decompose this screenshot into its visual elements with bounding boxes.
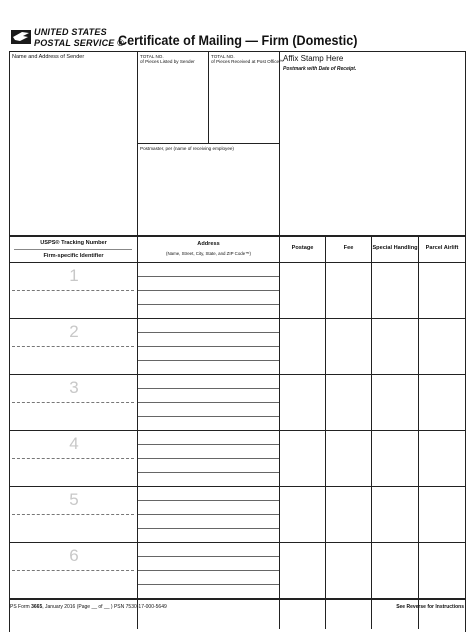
- form-prefix: PS Form: [10, 604, 32, 610]
- postmaster-label: Postmaster, per (name of receiving employee): [140, 146, 234, 151]
- stamp-subtitle: Postmark with Date of Receipt.: [283, 66, 357, 72]
- col-parcel-airlift: Parcel Airlift: [425, 245, 459, 251]
- brand-line2: POSTAL SERVICE ®: [34, 38, 125, 48]
- brand-line1: UNITED STATES: [34, 27, 107, 37]
- stamp-title: Affix Stamp Here: [283, 54, 344, 63]
- total-listed-label: TOTAL NO. of Pieces Listed by Sender: [140, 54, 195, 65]
- col-address: Address: [197, 241, 220, 247]
- col-address-sub: (Name, Street, City, State, and ZIP Code™): [166, 251, 251, 256]
- col-tracking-number: USPS® Tracking Number: [40, 240, 107, 246]
- row-number-1: 1: [69, 266, 79, 285]
- row-number-3: 3: [69, 378, 79, 397]
- form-footer: [10, 604, 167, 610]
- row-number-2: 2: [69, 322, 79, 341]
- row-number-4: 4: [69, 434, 79, 453]
- form-number: 3665: [31, 604, 43, 610]
- col-firm-identifier: Firm-specific Identifier: [43, 253, 104, 259]
- row-number-5: 5: [69, 490, 79, 509]
- total-received-label: TOTAL NO. of Pieces Received at Post Office™: [211, 54, 284, 65]
- reverse-instructions: See Reverse for Instructions: [396, 604, 464, 610]
- usps-eagle-logo-icon: [10, 28, 32, 46]
- col-special-handling: Special Handling: [372, 245, 418, 251]
- form-title: Certificate of Mailing — Firm (Domestic): [118, 32, 358, 48]
- form-date-page: , January 2016 (Page __ of __ ) PSN 7530-17-000-5649: [42, 604, 167, 610]
- sender-label: Name and Address of Sender: [12, 54, 85, 60]
- col-fee: Fee: [343, 245, 354, 251]
- row-number-6: 6: [69, 546, 79, 565]
- col-postage: Postage: [291, 245, 314, 251]
